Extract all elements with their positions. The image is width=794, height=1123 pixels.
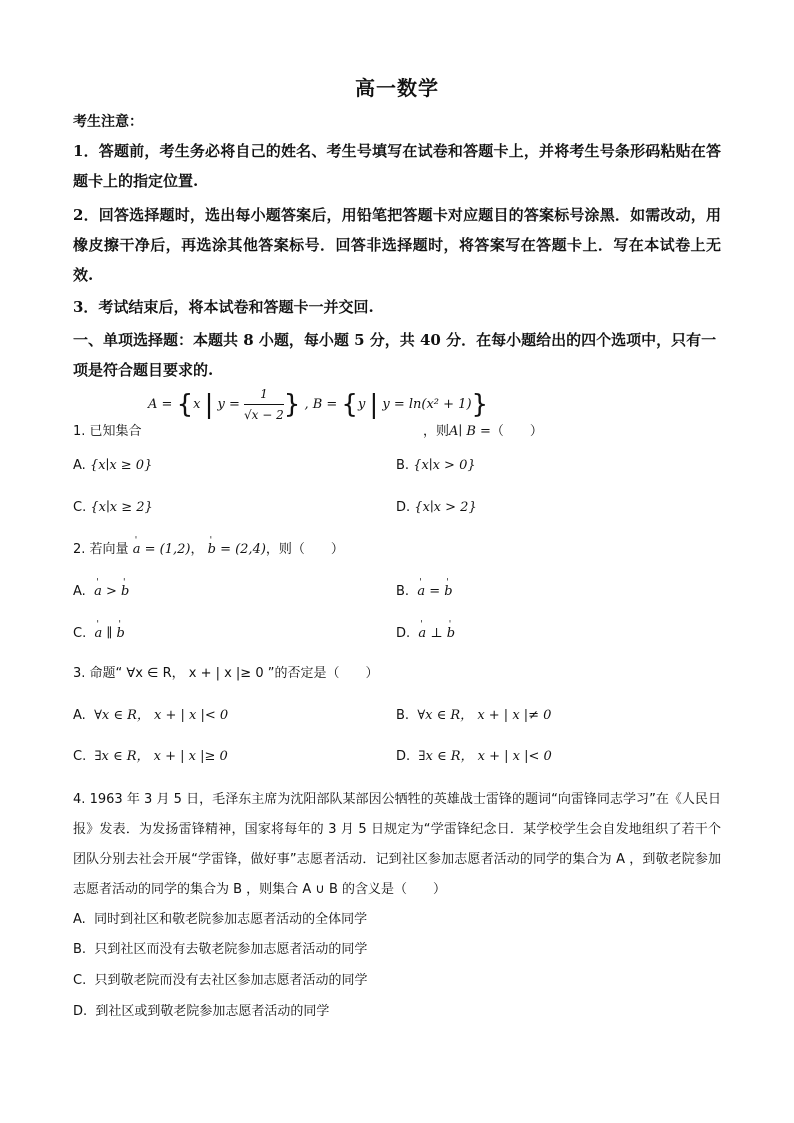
q1-stem-end: ，则A∣ B =（ ）: [423, 424, 543, 439]
q2-option-b[interactable]: B. ' a = ' b: [396, 582, 453, 602]
q3-option-a[interactable]: A. ∀x ∈ R， x + | x |< 0: [73, 708, 229, 723]
q3-option-c[interactable]: C. ∃x ∈ R， x + | x |≥ 0: [73, 749, 228, 764]
q3-option-b[interactable]: B. ∀x ∈ R， x + | x |≠ 0: [396, 708, 552, 723]
q3-option-d[interactable]: D. ∃x ∈ R， x + | x |< 0: [396, 749, 552, 764]
q2-option-c[interactable]: C. ' a ∥ ' b: [73, 624, 125, 644]
q1-stem: 1. 已知集合: [73, 424, 142, 439]
notice-heading: 考生注意：: [73, 114, 143, 130]
q4-option-b[interactable]: B. 只到社区而没有去敬老院参加志愿者活动的同学: [73, 942, 368, 957]
page-title: 高一数学: [355, 76, 439, 100]
q3-stem: 3. 命题“ ∀x ∈ R， x + | x |≥ 0 ”的否定是（ ）: [73, 666, 379, 681]
q2-option-d[interactable]: D. ' a ⊥ ' b: [396, 624, 455, 644]
q2-stem: 2. 若向量 ' a = (1,2)， ' b = (2,4)，则（ ）: [73, 540, 344, 560]
q1-fraction: $\frac{1}{√x - 2}$: [244, 384, 284, 425]
q4-option-a[interactable]: A. 同时到社区和敬老院参加志愿者活动的全体同学: [73, 912, 368, 927]
q4-option-c[interactable]: C. 只到敬老院而没有去社区参加志愿者活动的同学: [73, 973, 368, 988]
q1-option-b[interactable]: B. {x∣x > 0}: [396, 458, 476, 473]
q1-option-a[interactable]: A. {x∣x ≥ 0}: [73, 458, 153, 473]
q4-stem: 4. 1963 年 3 月 5 日，毛泽东主席为沈阳部队某部因公牺牲的英雄战士雷锋的题词“向雷锋同志学习”在《人民日报》发表．为发扬雷锋精神，国家将每年的 3 月 5 日规定为“学雷锋纪念日．某学校学生会自发地组织了若干个团队分别去社会开展“学雷锋，做好事”志愿者活动．记到社区参加志愿者活动的同学的集合为 A ，到敬老院参加志愿者活动的同学的集合为 B ，则集合 A ∪ B 的含义是（ ）: [73, 792, 721, 897]
q1-option-d[interactable]: D. {x∣x > 2}: [396, 500, 477, 515]
notice-item-3: 3．考试结束后，将本试卷和答题卡一并交回.: [73, 298, 374, 316]
notice-item-1: 1．答题前，考生务必将自己的姓名、考生号填写在试卷和答题卡上，并将考生号条形码粘贴在答题卡上的指定位置.: [73, 142, 721, 190]
q1-set-definition: A = {x | y = $\frac{1}{√x - 2}$ } , B = {y | y = ln(x² + 1)}: [148, 384, 488, 425]
q2-option-a[interactable]: A. ' a > ' b: [73, 582, 129, 602]
notice-item-2: 2．回答选择题时，选出每小题答案后，用铅笔把答题卡对应题目的答案标号涂黑．如需改动，用橡皮擦干净后，再选涂其他答案标号．回答非选择题时，将答案写在答题卡上．写在本试卷上无效.: [73, 206, 721, 284]
q1-option-c[interactable]: C. {x∣x ≥ 2}: [73, 500, 153, 515]
section-heading: 一、单项选择题：本题共 8 小题，每小题 5 分，共 40 分．在每小题给出的四个选项中，只有一项是符合题目要求的.: [73, 331, 717, 379]
q4-option-d[interactable]: D. 到社区或到敬老院参加志愿者活动的同学: [73, 1004, 330, 1019]
